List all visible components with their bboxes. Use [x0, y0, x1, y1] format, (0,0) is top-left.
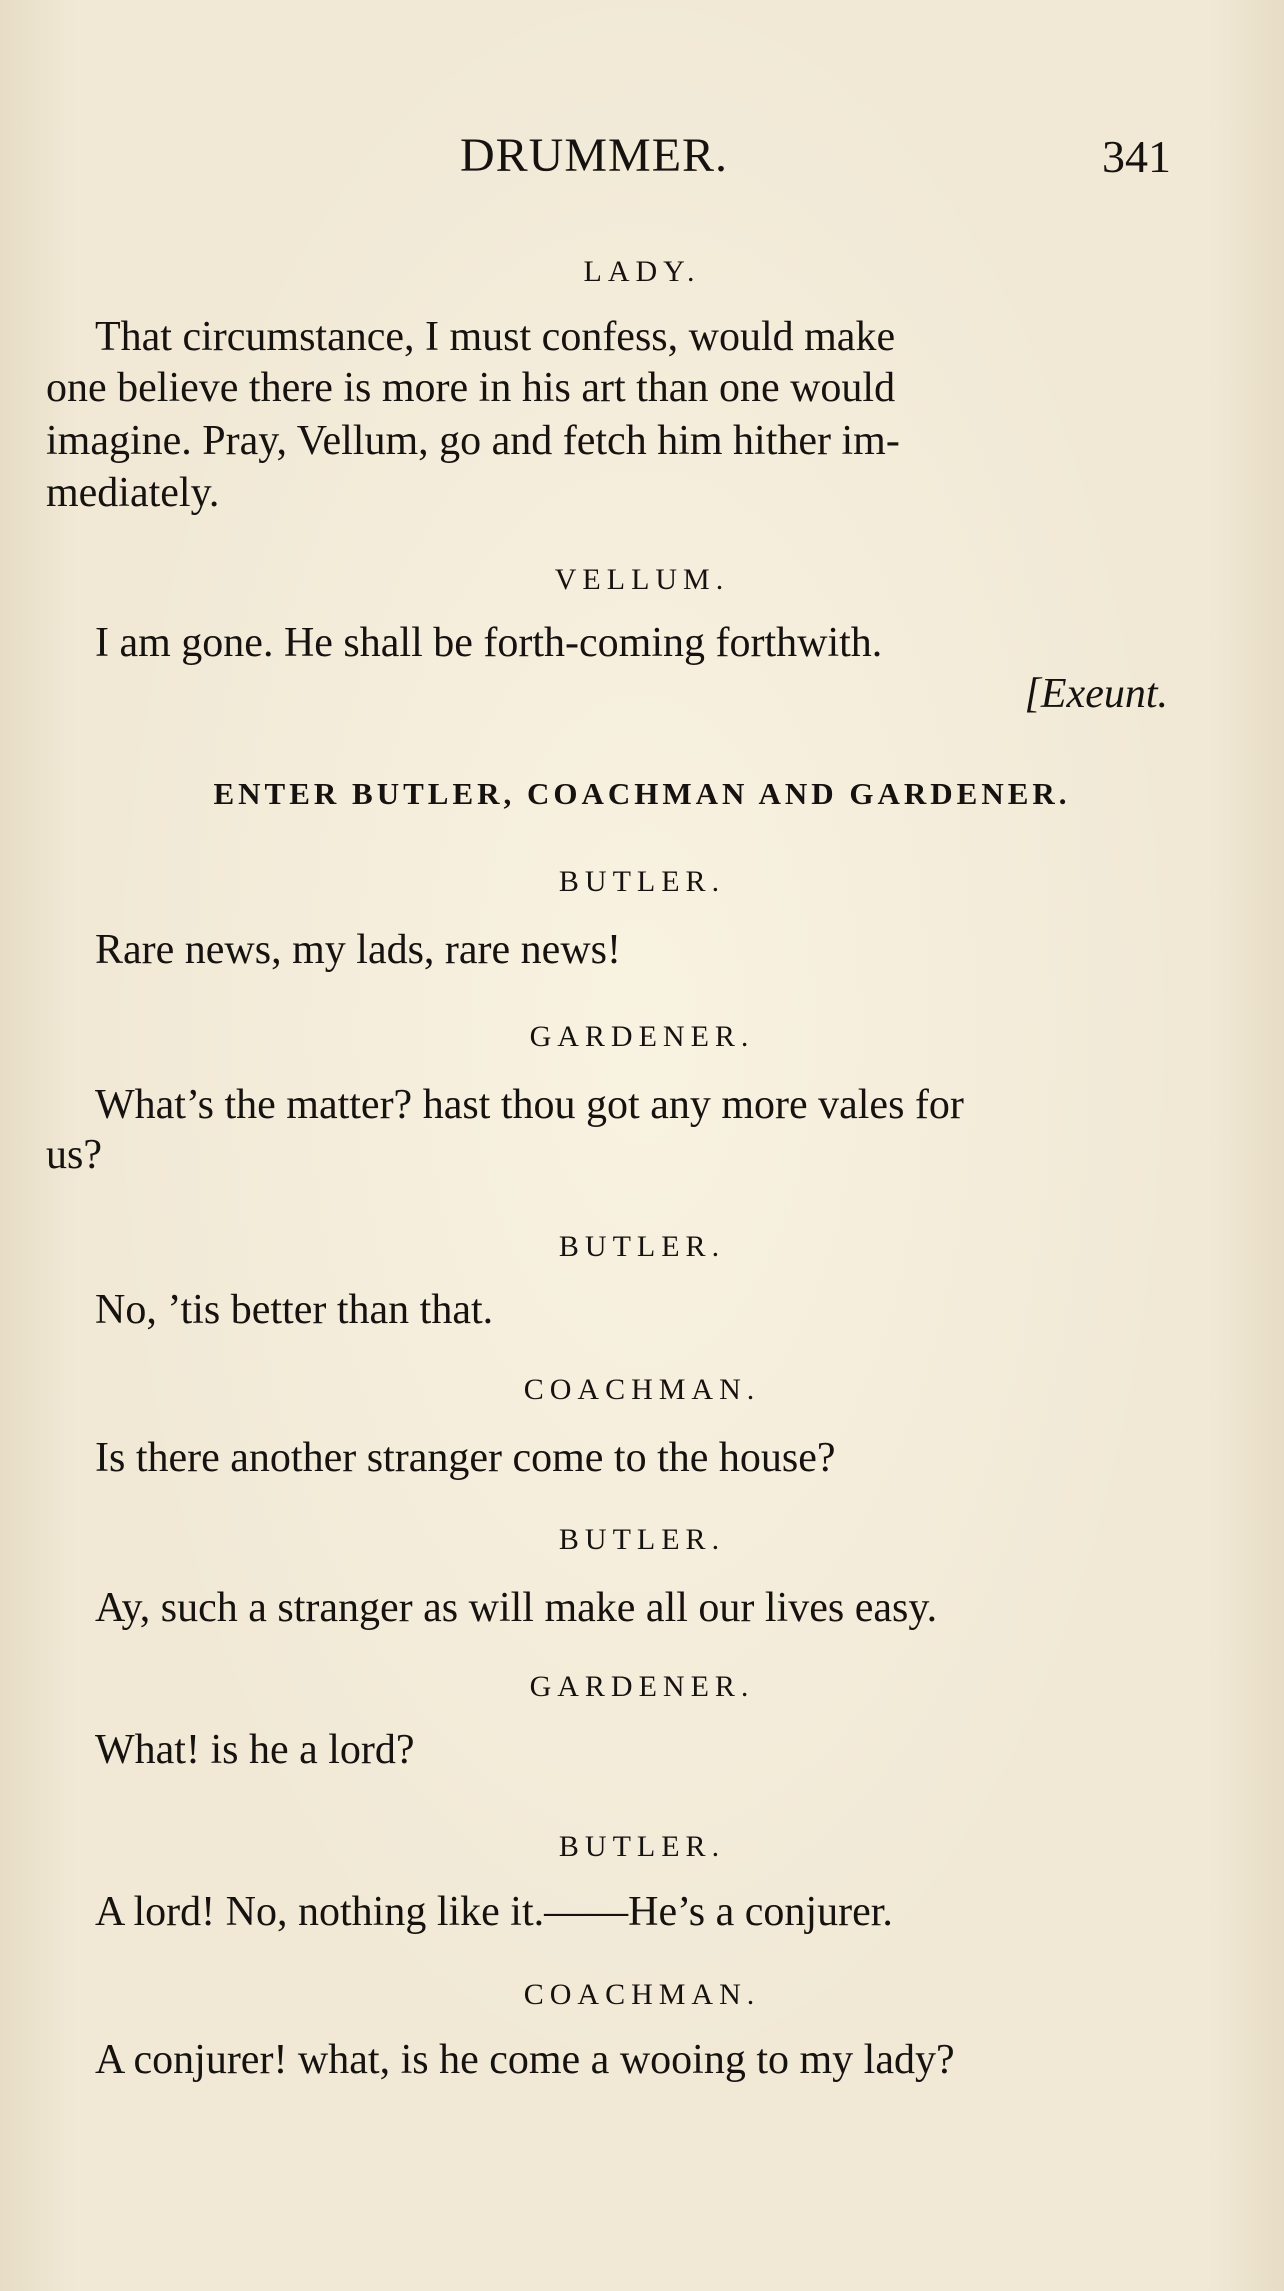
- text-line: I am gone. He shall be forth-coming forthwith.: [95, 620, 883, 666]
- exit-direction: [Exeunt.: [1024, 671, 1168, 717]
- text-line: What! is he a lord?: [95, 1727, 415, 1773]
- text-line: mediately.: [46, 470, 220, 516]
- text-line: Rare news, my lads, rare news!: [95, 927, 621, 973]
- page-number: 341: [1102, 131, 1171, 182]
- text-line: Ay, such a stranger as will make all our lives easy.: [95, 1585, 938, 1631]
- text-line: What’s the matter? hast thou got any more vales for: [95, 1082, 964, 1128]
- text-line: Is there another stranger come to the house?: [95, 1435, 836, 1481]
- text-line: one believe there is more in his art than one would: [46, 365, 896, 411]
- speaker-butler: BUTLER.: [558, 1230, 726, 1263]
- speaker-gardener: GARDENER.: [529, 1670, 755, 1703]
- stage-direction: ENTER BUTLER, COACHMAN AND GARDENER.: [213, 776, 1071, 811]
- speaker-coachman: COACHMAN.: [523, 1978, 761, 2011]
- text-line: imagine. Pray, Vellum, go and fetch him hither im-: [46, 418, 900, 464]
- text-line: That circumstance, I must confess, would make: [95, 314, 896, 360]
- speaker-butler: BUTLER.: [558, 1523, 726, 1556]
- speaker-butler: BUTLER.: [558, 865, 726, 898]
- text-line: No, ’tis better than that.: [95, 1287, 494, 1333]
- page-header: [0, 128, 1284, 188]
- speaker-coachman: COACHMAN.: [523, 1373, 761, 1406]
- speaker-vellum: VELLUM.: [554, 563, 730, 596]
- speaker-lady: LADY.: [583, 255, 701, 288]
- speaker-gardener: GARDENER.: [529, 1020, 755, 1053]
- text-line: A conjurer! what, is he come a wooing to my lady?: [95, 2037, 955, 2083]
- running-title: DRUMMER.: [460, 129, 729, 182]
- text-line: A lord! No, nothing like it.——He’s a conjurer.: [95, 1889, 893, 1935]
- speaker-butler: BUTLER.: [558, 1830, 726, 1863]
- text-line: us?: [46, 1132, 102, 1178]
